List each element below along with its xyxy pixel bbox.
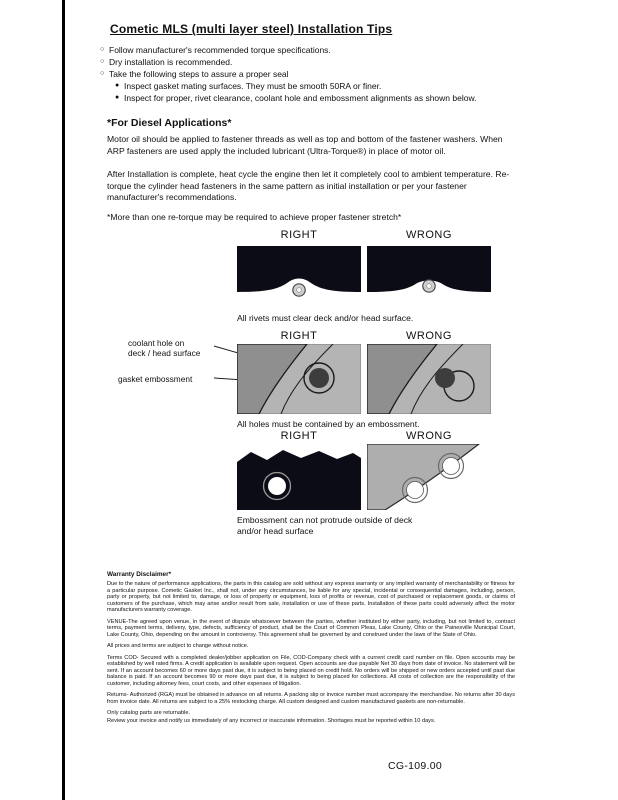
warranty-paragraph: Returns- Authorized (RGA) must be obtained in advance on all returns. A packing slip or invoice number must accompany the merchandise. No returns after 30 days from invoice date. All returns are subject to a 25% restocking charge. All custom designed and custom manufactured gaskets are non-returnable. — [107, 692, 515, 705]
warranty-paragraph: VENUE-The agreed upon venue, in the event of dispute whatsoever between the parties, whether instituted by either party, including, but not limited to, contract terms, payment terms, delivery, type, defects, sufficiency of product, shall be the Court of Common Pleas, Lake County, Ohio or the Painesville Municipal Court, Lake County, Ohio, depending on the amount in controversy. This agreement shall be governed by and construed under the laws of the State of Ohio. — [107, 618, 515, 638]
tip-text: Inspect gasket mating surfaces. They must be smooth 50RA or finer. — [124, 81, 382, 91]
warranty-paragraph: Only catalog parts are returnable. — [107, 710, 191, 716]
diagram-protrude-wrong — [367, 444, 491, 510]
page-title: Cometic MLS (multi layer steel) Installation Tips — [110, 22, 393, 36]
diagram-hole-wrong — [367, 344, 491, 414]
hollow-bullet-icon: ○ — [100, 58, 105, 65]
diagram-rivet-wrong — [367, 246, 491, 310]
list-item — [100, 68, 530, 80]
list-item — [115, 80, 530, 92]
protrusion-caption: Embossment can not protrude outside of deck and/or head surface — [237, 515, 413, 536]
warranty-paragraph: All prices and terms are subject to change without notice. — [107, 643, 249, 649]
tip-text: Follow manufacturer's recommended torque specifications. — [109, 45, 331, 55]
diesel-applications-heading: *For Diesel Applications* — [107, 117, 232, 129]
rivet-caption: All rivets must clear deck and/or head surface. — [237, 313, 414, 323]
wrong-column-header: WRONG — [406, 430, 452, 442]
warranty-paragraph: Review your invoice and notify us immediately of any incorrect or inaccurate information. Shortages must be reported within 10 days. — [107, 717, 436, 724]
tip-text: Inspect for proper, rivet clearance, coolant hole and embossment alignments as shown below. — [124, 93, 477, 103]
hollow-bullet-icon: ○ — [100, 70, 105, 77]
page-spine-line — [62, 0, 65, 800]
page-number-code: CG-109.00 — [388, 760, 443, 772]
retorque-note: *More than one re-torque may be required to achieve proper fastener stretch* — [107, 212, 402, 222]
diesel-paragraph-1: Motor oil should be applied to fastener threads as well as top and bottom of the fastener washers. When ARP fasteners are used apply the included lubricant (Ultra-Torque®) in place of motor oil. — [107, 134, 503, 156]
tip-text: Take the following steps to assure a proper seal — [109, 69, 289, 79]
coolant-hole-label: coolant hole on deck / head surface — [128, 338, 201, 358]
hollow-bullet-icon: ○ — [100, 46, 105, 53]
embossment-caption: All holes must be contained by an embossment. — [237, 419, 420, 429]
gasket-embossment-label: gasket embossment — [118, 374, 193, 384]
wrong-column-header: WRONG — [406, 330, 452, 342]
warranty-paragraph: Due to the nature of performance applications, the parts in this catalog are sold without any express warranty or any implied warranty of merchantability or fitness for a particular purpose. Cometic Gasket Inc., shall not, under any circumstances, be liable for any special, incidental or consequential damages, including, person, party or property, but not limited to, damage, or loss of property or equipment, loss of profits or revenue, cost of purchased or replacement goods, or claims of customers of the purchase, which may arise and/or result from sale, installation or use of these parts. Installation of these parts could adversely affect the motor manufacturers warranty coverage. — [107, 581, 515, 613]
list-item — [100, 56, 530, 68]
right-column-header: RIGHT — [280, 229, 318, 241]
diagram-hole-right — [237, 344, 361, 414]
warranty-text — [107, 581, 515, 729]
wrong-column-header: WRONG — [406, 229, 452, 241]
right-column-header: RIGHT — [280, 330, 318, 342]
tip-text: Dry installation is recommended. — [109, 57, 233, 67]
warranty-heading: Warranty Disclaimer* — [107, 571, 172, 578]
filled-bullet-icon: ● — [115, 94, 120, 101]
diagram-protrude-right — [237, 444, 361, 510]
diesel-paragraph-2: After Installation is complete, heat cycle the engine then let it completely cool to ambient temperature. Re-torque the cylinder head fasteners in the same pattern as initial installation or per your fastener manufacturer's recommendations. — [107, 169, 510, 203]
filled-bullet-icon: ● — [115, 82, 120, 89]
list-item — [115, 92, 530, 104]
tips-list — [100, 44, 530, 104]
right-column-header: RIGHT — [280, 430, 318, 442]
warranty-paragraph: Terms COD- Secured with a completed dealer/jobber application on File, COD-Company check with a current credit card number on file. Open accounts may be established by well rated firms. A credit application is available upon request. Open accounts are due payable Net 30 days from date of invoice. No statement will be sent. If an account becomes 60 or more days past due, it is subject to being placed on credit hold. No orders will be shipped or new orders accepted until past due balance is paid. If an account becomes 90 or more days past due, it is subject to being placed for collections. All costs of collection are the responsibility of the customer, including attorney fees, court costs, and other expenses of litigation. — [107, 654, 515, 687]
diagram-rivet-right — [237, 246, 361, 310]
list-item — [100, 44, 530, 56]
